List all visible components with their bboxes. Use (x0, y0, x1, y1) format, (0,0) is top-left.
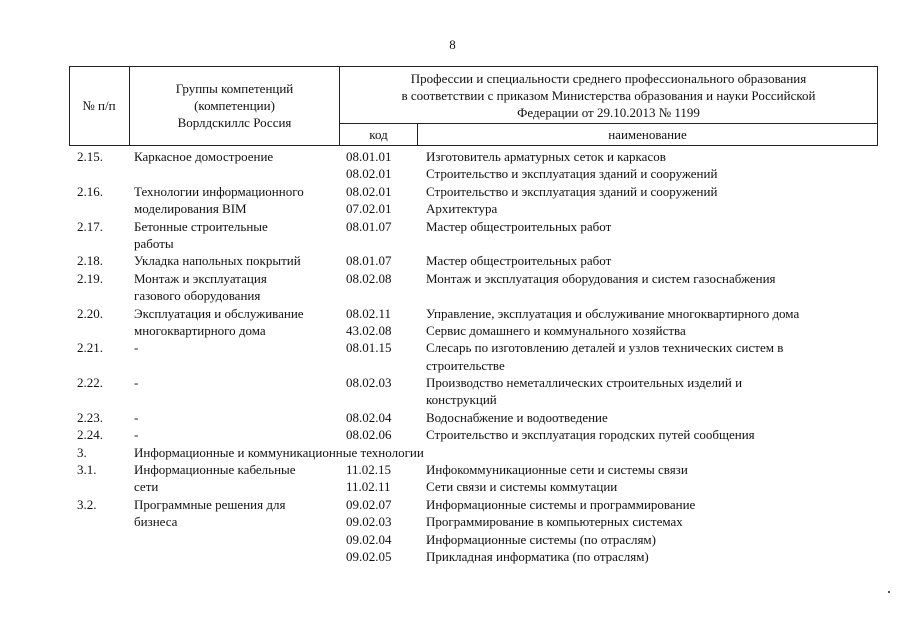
row-name: Слесарь по изготовлению деталей и узлов технических систем в (426, 340, 784, 356)
row-name: Программирование в компьютерных системах (426, 514, 683, 530)
header-subdivider (339, 123, 878, 124)
row-name: Информационные системы и программирование (426, 496, 696, 512)
row-competence: работы (134, 235, 174, 251)
row-number: 2.22. (77, 375, 103, 391)
scan-speck (888, 591, 890, 593)
table-row (69, 339, 889, 356)
table-row (69, 183, 889, 200)
header-bottom-border (69, 145, 878, 146)
row-name: Монтаж и эксплуатация оборудования и систем газоснабжения (426, 270, 776, 286)
table-row (69, 287, 889, 304)
table-row (69, 357, 889, 374)
header-num: № п/п (82, 98, 116, 113)
row-number: 3.2. (77, 496, 97, 512)
table-row (69, 513, 889, 530)
row-number: 2.15. (77, 149, 103, 164)
row-competence: - (134, 409, 139, 425)
row-competence: Монтаж и эксплуатация (134, 270, 267, 286)
header-prof-line3: Федерации от 29.10.2013 № 1199 (517, 105, 700, 120)
table-row (69, 235, 889, 252)
table-row (69, 548, 889, 565)
header-name: наименование (608, 127, 687, 142)
row-competence: Программные решения для (134, 496, 286, 512)
row-number: 2.20. (77, 305, 103, 321)
row-number: 2.21. (77, 340, 103, 356)
row-code: 08.02.08 (346, 270, 392, 286)
row-competence: Эксплуатация и обслуживание (134, 305, 304, 321)
table-row (69, 426, 889, 443)
row-name: Управление, эксплуатация и обслуживание многоквартирного дома (426, 305, 800, 321)
section-title: Информационные и коммуникационные технологии (134, 444, 424, 460)
row-code: 07.02.01 (346, 201, 392, 217)
table-row (69, 461, 889, 478)
row-code: 08.01.15 (346, 340, 392, 356)
header-prof-line1: Профессии и специальности среднего профессионального образования (410, 71, 807, 86)
row-competence: Бетонные строительные (134, 218, 268, 234)
row-number: 2.17. (77, 218, 103, 234)
row-code: 09.02.05 (346, 548, 392, 564)
row-competence: многоквартирного дома (134, 322, 266, 338)
header-code: код (369, 127, 388, 142)
row-competence: Каркасное домостроение (134, 149, 274, 164)
header-top-border (69, 66, 878, 67)
header-right-border (877, 66, 878, 146)
row-competence: - (134, 340, 139, 356)
table-row (69, 496, 889, 513)
header-group-line3: Ворлдскиллс Россия (177, 115, 292, 130)
row-code: 08.01.07 (346, 218, 392, 234)
table-row (69, 478, 889, 495)
row-name: Строительство и эксплуатация зданий и сооружений (426, 183, 718, 199)
row-number: 3.1. (77, 462, 97, 478)
row-number: 2.19. (77, 270, 103, 286)
row-number: 2.18. (77, 253, 103, 269)
table-body (69, 148, 889, 565)
row-name: Информационные системы (по отраслям) (426, 531, 656, 547)
row-name: Сети связи и системы коммутации (426, 479, 618, 495)
section-row (69, 444, 889, 461)
row-competence: Укладка напольных покрытий (134, 253, 301, 269)
row-name: конструкций (426, 392, 497, 408)
row-name: Мастер общестроительных работ (426, 218, 612, 234)
row-code: 08.01.01 (346, 149, 392, 164)
header-group-line1: Группы компетенций (175, 81, 294, 96)
row-number: 2.23. (77, 409, 103, 425)
row-code: 08.02.01 (346, 183, 392, 199)
row-code: 08.02.06 (346, 427, 392, 443)
row-code: 08.02.04 (346, 409, 392, 425)
row-competence: - (134, 427, 139, 443)
row-name: Архитектура (426, 201, 498, 217)
row-name: строительстве (426, 357, 505, 373)
row-code: 09.02.07 (346, 496, 392, 512)
table-row (69, 409, 889, 426)
row-competence: бизнеса (134, 514, 178, 530)
row-code: 08.02.01 (346, 166, 392, 182)
row-competence: Информационные кабельные (134, 462, 296, 478)
header-group-line2: (компетенции) (194, 98, 275, 113)
section-number: 3. (77, 444, 87, 460)
row-code: 09.02.04 (346, 531, 392, 547)
row-competence: сети (134, 479, 159, 495)
table-row (69, 322, 889, 339)
row-name: Водоснабжение и водоотведение (426, 409, 608, 425)
table-row (69, 252, 889, 269)
row-code: 08.02.11 (346, 305, 392, 321)
row-name: Строительство и эксплуатация зданий и сооружений (426, 166, 718, 182)
row-code: 08.02.03 (346, 375, 392, 391)
table-row (69, 374, 889, 391)
header-prof-line2: в соответствии с приказом Министерства образования и науки Российской (401, 88, 816, 103)
table-row (69, 391, 889, 408)
row-name: Изготовитель арматурных сеток и каркасов (426, 149, 666, 164)
row-code: 11.02.15 (346, 462, 392, 478)
table-header (69, 66, 878, 146)
table-row (69, 270, 889, 287)
row-name: Производство неметаллических строительных изделий и (426, 375, 743, 391)
row-code: 11.02.11 (346, 479, 391, 495)
row-competence: - (134, 375, 139, 391)
row-name: Инфокоммуникационные сети и системы связи (426, 462, 688, 478)
row-name: Строительство и эксплуатация городских путей сообщения (426, 427, 755, 443)
table-row (69, 218, 889, 235)
row-competence: моделирования BIM (134, 201, 247, 217)
page-number: 8 (449, 37, 456, 52)
row-name: Сервис домашнего и коммунального хозяйства (426, 322, 686, 338)
row-code: 43.02.08 (346, 322, 392, 338)
table-row (69, 165, 889, 182)
row-competence: газового оборудования (134, 288, 261, 304)
row-competence: Технологии информационного (134, 183, 304, 199)
table-row (69, 305, 889, 322)
row-number: 2.16. (77, 183, 103, 199)
row-code: 08.01.07 (346, 253, 392, 269)
table-row (69, 148, 889, 165)
table-row (69, 200, 889, 217)
row-number: 2.24. (77, 427, 103, 443)
row-code: 09.02.03 (346, 514, 392, 530)
table-row (69, 531, 889, 548)
row-name: Прикладная информатика (по отраслям) (426, 548, 649, 564)
row-name: Мастер общестроительных работ (426, 253, 612, 269)
